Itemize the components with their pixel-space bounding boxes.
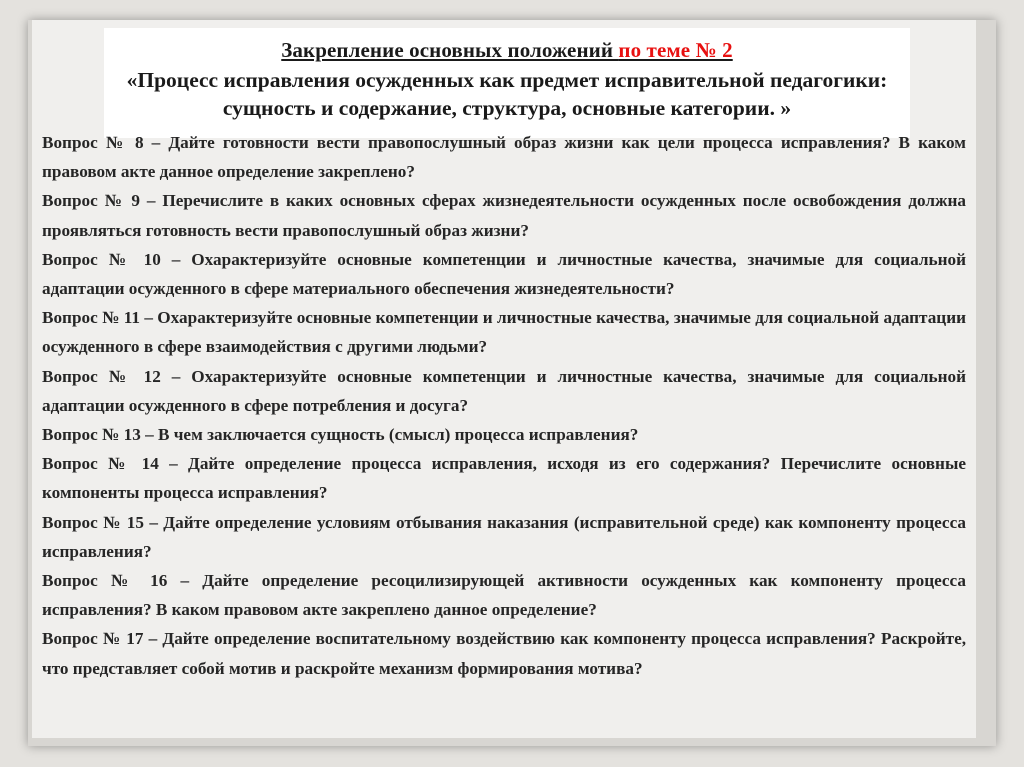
slide-heading — [104, 38, 910, 63]
question-10: Вопрос № 10 – Охарактеризуйте основные компетенции и личностные качества, значимые для социальной адаптации осужденного в сфере материального обеспечения жизнедеятельности? — [42, 249, 966, 299]
questions-list — [42, 128, 966, 683]
heading-prefix: Закрепление основных положений — [281, 38, 619, 62]
question-15: Вопрос № 15 – Дайте определение условиям отбывания наказания (исправительной среде) как компоненту процесса исправления? — [42, 512, 966, 561]
question-12: Вопрос № 12 – Охарактеризуйте основные компетенции и личностные качества, значимые для социальной адаптации осужденного в сфере потребления и досуга? — [42, 366, 966, 415]
question-13: Вопрос № 13 – В чем заключается сущность (смысл) процесса исправления? — [42, 425, 639, 445]
question-11: Вопрос № 11 – Охарактеризуйте основные компетенции и личностные качества, значимые для социальной адаптации осужденного в сфере взаимодействия с другими людьми? — [42, 308, 966, 357]
question-14: Вопрос № 14 – Дайте определение процесса исправления, исходя из его содержания? Перечислите основные компоненты процесса исправления? — [42, 454, 966, 503]
slide-subtitle: «Процесс исправления осужденных как предмет исправительной педагогики: сущность и содержание, структура, основные категории. » — [126, 68, 888, 120]
question-9: Вопрос № 9 – Перечислите в каких основных сферах жизнедеятельности осужденных после освобождения должна проявляться готовность вести правопослушный образ жизни? — [42, 191, 966, 240]
question-8: Вопрос № 8 – Дайте готовности вести правопослушный образ жизни как цели процесса исправления? В каком правовом акте данное определение закреплено? — [42, 133, 966, 182]
slide-panel — [32, 20, 976, 738]
question-16: Вопрос № 16 – Дайте определение ресоцилизирующей активности осужденных как компоненту процесса исправления? В каком правовом акте закреплено данное определение? — [42, 571, 966, 620]
slide-frame — [28, 20, 996, 746]
heading-topic-highlight: по теме № 2 — [618, 38, 733, 62]
title-block — [104, 28, 910, 138]
question-17: Вопрос № 17 – Дайте определение воспитательному воздействию как компоненту процесса исправления? Раскройте, что представляет собой мотив и раскройте механизм формирования мотива? — [42, 629, 966, 678]
